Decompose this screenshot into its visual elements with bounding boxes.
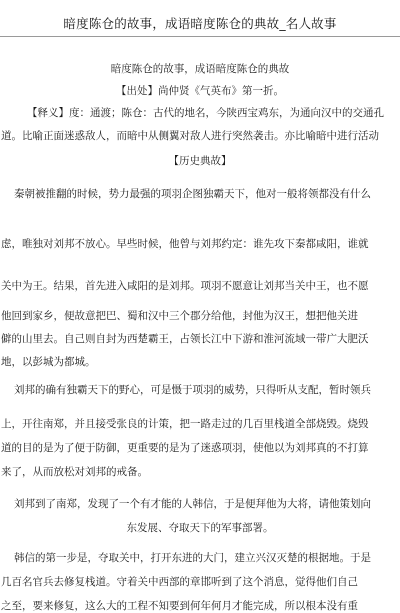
source-line: 【出处】尚仲贤《气英布》第一折。 xyxy=(116,85,284,97)
paragraph-line: 刘邦到了南郑，发现了一个有才能的人韩信，于是便拜他为大将，请他策划向 xyxy=(14,498,371,510)
paragraph-line: 地，以彭城为都城。 xyxy=(1,356,96,368)
paragraph-line: 僻的山里去。自己则自封为西楚霸王，占领长江中下游和淮河流域一带广大肥沃 xyxy=(1,333,369,345)
page-title: 暗度陈仓的故事，成语暗度陈仓的典故_名人故事 xyxy=(63,16,337,31)
paragraph-line: 上，开往南郑，并且接受张良的计策，把一路走过的几百里栈道全部烧毁。烧毁 xyxy=(1,418,369,430)
paragraph-line: 关中为王。结果，首先进入咸阳的是刘邦。项羽不愿意让刘邦当关中王，也不愿 xyxy=(1,280,369,292)
paragraph-line: 韩信的第一步是，夺取关中，打开东进的大门，建立兴汉灭楚的根据地。于是 xyxy=(14,552,371,564)
paragraph-line: 他回到家乡，便故意把巴、蜀和汉中三个郡分给他，封他为汉王，想把他关进 xyxy=(1,310,358,322)
paragraph-line: 东发展、夺取天下的军事部署。 xyxy=(126,522,274,534)
meaning-line: 【释义】度：通渡；陈仓：古代的地名，今陕西宝鸡东，为通向汉中的交通孔 xyxy=(27,107,384,119)
paragraph-line: 道的目的是为了便于防御，更重要的是为了迷惑项羽，使他以为刘邦真的不打算 xyxy=(1,442,369,454)
paragraph-line: 来了，从而放松对刘邦的戒备。 xyxy=(1,466,148,478)
meaning-line: 道。比喻正面迷惑敌人，而暗中从侧翼对敌人进行突然袭击。亦比喻暗中进行活动 xyxy=(1,130,379,142)
paragraph-line: 虑，唯独对刘邦不放心。早些时候，他曾与刘邦约定：谁先攻下秦都咸阳，谁就 xyxy=(1,238,369,250)
title-divider xyxy=(0,36,400,37)
paragraph-line: 几百名官兵去修复栈道。守着关中西部的章邯听到了这个消息，觉得他们自己 xyxy=(1,576,358,588)
paragraph-line: 刘邦的确有独霸天下的野心，可是慑于项羽的威势，只得听从支配，暂时领兵 xyxy=(14,384,371,396)
paragraph-line: 秦朝被推翻的时候，势力最强的项羽企图独霸天下，他对一般将领都没有什么 xyxy=(14,188,371,200)
paragraph-line: 之至，要来修复，这么大的工程不知要到何年何月才能完成，所以根本没有重 xyxy=(1,600,358,612)
article-title: 暗度陈仓的故事，成语暗度陈仓的典故 xyxy=(110,63,290,75)
history-heading: 【历史典故】 xyxy=(168,155,232,167)
